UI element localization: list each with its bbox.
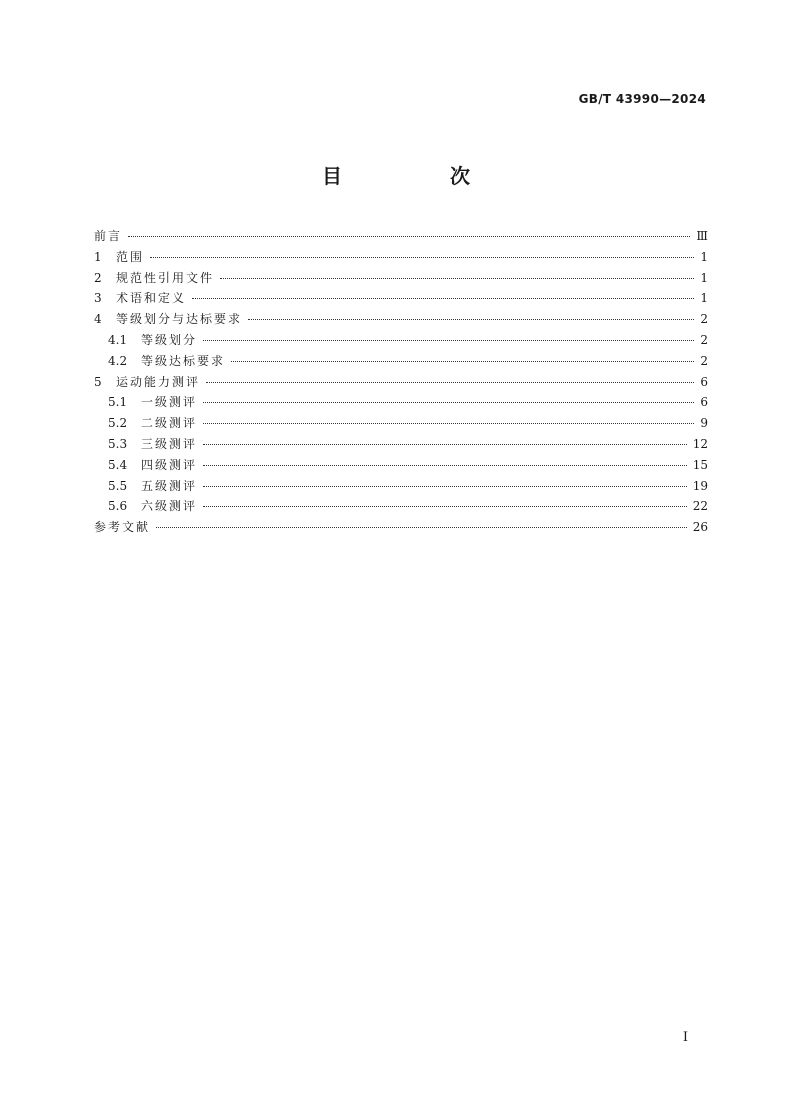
toc-entry-page: 15 bbox=[692, 457, 708, 472]
toc-entry-page: Ⅲ bbox=[696, 229, 708, 243]
toc-entry[interactable] bbox=[94, 496, 708, 517]
toc-entry[interactable] bbox=[94, 247, 708, 268]
toc-entry-label: 四级测评 bbox=[141, 457, 198, 472]
toc-entry-label: 术语和定义 bbox=[116, 291, 187, 306]
toc-entry[interactable] bbox=[94, 517, 708, 538]
dot-leader bbox=[203, 486, 687, 487]
toc-entry[interactable] bbox=[94, 476, 708, 497]
toc-entry-page: 9 bbox=[700, 416, 708, 431]
toc-entry-label: 六级测评 bbox=[141, 499, 198, 514]
toc-entry[interactable] bbox=[94, 413, 708, 434]
dot-leader bbox=[203, 465, 687, 466]
standard-code: GB/T 43990—2024 bbox=[578, 92, 706, 106]
toc-entry-page: 6 bbox=[700, 395, 708, 410]
dot-leader bbox=[203, 423, 694, 424]
toc-entry[interactable] bbox=[94, 372, 708, 393]
toc-entry-number: 5 bbox=[94, 374, 102, 389]
toc-entry-page: 19 bbox=[692, 478, 708, 493]
dot-leader bbox=[192, 298, 694, 299]
toc-entry-page: 26 bbox=[692, 520, 708, 535]
page-title: 目 次 bbox=[322, 164, 514, 188]
dot-leader bbox=[231, 361, 694, 362]
toc-entry-number: 4 bbox=[94, 312, 102, 327]
toc-entry-label: 前言 bbox=[94, 229, 123, 243]
toc-entry[interactable] bbox=[94, 288, 708, 309]
toc-entry-number: 1 bbox=[94, 249, 102, 264]
toc-entry-page: 12 bbox=[692, 436, 708, 451]
toc-entry-label: 规范性引用文件 bbox=[116, 270, 215, 285]
toc-entry[interactable] bbox=[94, 309, 708, 330]
toc-entry-page: 22 bbox=[692, 499, 708, 514]
toc-entry-label: 等级划分与达标要求 bbox=[116, 312, 243, 327]
toc-entry-label: 二级测评 bbox=[141, 416, 198, 431]
table-of-contents bbox=[94, 226, 708, 538]
toc-entry-number: 5.6 bbox=[108, 499, 128, 514]
toc-entry[interactable] bbox=[94, 392, 708, 413]
toc-entry-number: 2 bbox=[94, 270, 102, 285]
toc-entry[interactable] bbox=[94, 455, 708, 476]
toc-entry-page: 1 bbox=[700, 249, 708, 264]
toc-entry-label: 范围 bbox=[116, 249, 145, 264]
toc-entry-number: 5.3 bbox=[108, 436, 128, 451]
dot-leader bbox=[150, 257, 694, 258]
toc-entry-number: 5.4 bbox=[108, 457, 128, 472]
page-number: I bbox=[682, 1030, 688, 1045]
dot-leader bbox=[128, 236, 690, 237]
toc-entry[interactable] bbox=[94, 351, 708, 372]
toc-entry-page: 6 bbox=[700, 374, 708, 389]
toc-entry[interactable] bbox=[94, 434, 708, 455]
toc-entry-page: 2 bbox=[700, 312, 708, 327]
dot-leader bbox=[203, 506, 687, 507]
toc-entry-label: 等级划分 bbox=[141, 332, 198, 347]
toc-entry-page: 2 bbox=[700, 353, 708, 368]
dot-leader bbox=[156, 527, 687, 528]
dot-leader bbox=[220, 278, 694, 279]
toc-entry-page: 1 bbox=[700, 291, 708, 306]
toc-entry[interactable] bbox=[94, 226, 708, 247]
toc-entry-label: 等级达标要求 bbox=[141, 353, 226, 368]
toc-entry-label: 三级测评 bbox=[141, 436, 198, 451]
toc-entry-page: 2 bbox=[700, 332, 708, 347]
toc-entry-label: 参考文献 bbox=[94, 520, 151, 535]
toc-entry-label: 一级测评 bbox=[141, 395, 198, 410]
toc-entry-number: 5.5 bbox=[108, 478, 128, 493]
toc-entry-number: 5.2 bbox=[108, 416, 128, 431]
dot-leader bbox=[203, 402, 694, 403]
toc-entry[interactable] bbox=[94, 268, 708, 289]
toc-entry-number: 5.1 bbox=[108, 395, 128, 410]
toc-entry-label: 运动能力测评 bbox=[116, 374, 201, 389]
toc-entry-number: 4.1 bbox=[108, 332, 128, 347]
dot-leader bbox=[248, 319, 694, 320]
dot-leader bbox=[203, 444, 687, 445]
toc-entry-number: 3 bbox=[94, 291, 102, 306]
toc-entry-page: 1 bbox=[700, 270, 708, 285]
toc-entry-label: 五级测评 bbox=[141, 478, 198, 493]
toc-entry[interactable] bbox=[94, 330, 708, 351]
dot-leader bbox=[203, 340, 694, 341]
dot-leader bbox=[206, 382, 694, 383]
toc-entry-number: 4.2 bbox=[108, 353, 128, 368]
